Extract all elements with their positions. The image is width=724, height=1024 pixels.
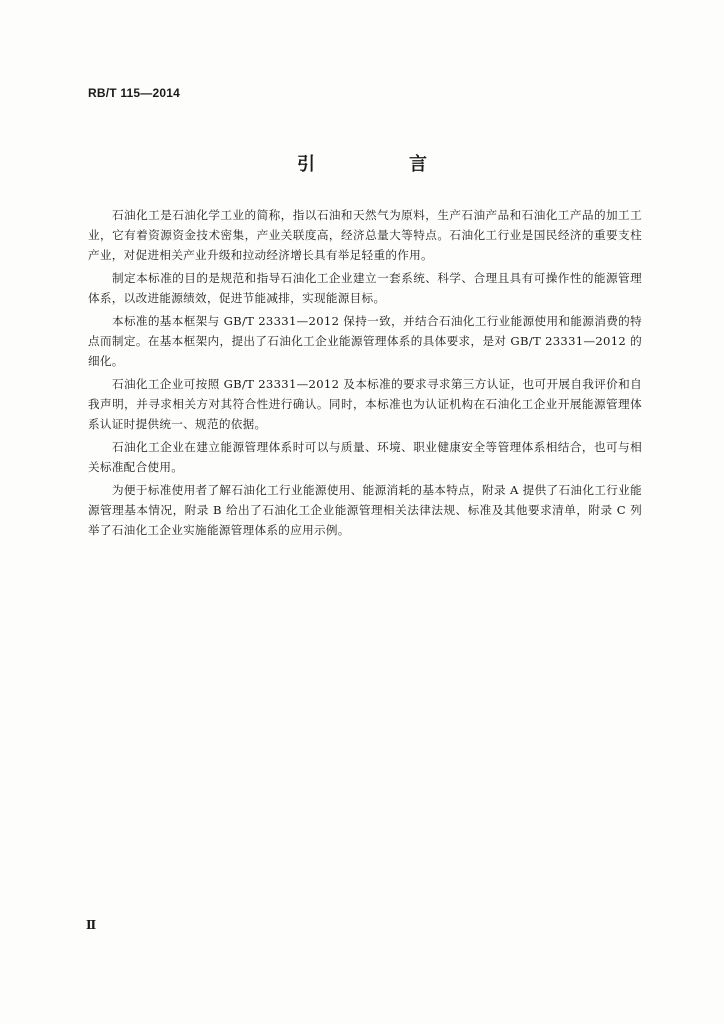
standard-code: RB/T 115—2014: [88, 86, 180, 100]
paragraph-4: 石油化工企业可按照 GB/T 23331—2012 及本标准的要求寻求第三方认证，也可开展自我评价和自我声明，并寻求相关方对其符合性进行确认。同时，本标准也为认证机构在石油化工企业开展能源管理体系认证时提供统一、规范的依据。: [88, 377, 642, 431]
paragraph-5: 石油化工企业在建立能源管理体系时可以与质量、环境、职业健康安全等管理体系相结合，也可与相关标准配合使用。: [88, 440, 642, 474]
paragraph-3: 本标准的基本框架与 GB/T 23331—2012 保持一致，并结合石油化工行业能源使用和能源消费的特点而制定。在基本框架内，提出了石油化工企业能源管理体系的具体要求，是对 GB/T 23331—2012 的细化。: [88, 314, 642, 368]
page-number: Ⅱ: [86, 918, 97, 932]
section-title: 引 言: [297, 154, 465, 175]
paragraph-1: 石油化工是石油化学工业的简称，指以石油和天然气为原料，生产石油产品和石油化工产品的加工工业，它有着资源资金技术密集，产业关联度高，经济总量大等特点。石油化工行业是国民经济的重要支柱产业，对促进相关产业升级和拉动经济增长具有举足轻重的作用。: [88, 208, 642, 262]
paragraph-2: 制定本标准的目的是规范和指导石油化工企业建立一套系统、科学、合理且具有可操作性的能源管理体系，以改进能源绩效，促进节能减排，实现能源目标。: [88, 271, 642, 305]
paragraph-6: 为便于标准使用者了解石油化工行业能源使用、能源消耗的基本特点，附录 A 提供了石油化工行业能源管理基本情况，附录 B 给出了石油化工企业能源管理相关法律法规、标准及其他要求清单，附录 C 列举了石油化工企业实施能源管理体系的应用示例。: [88, 483, 642, 537]
introduction-body: [88, 205, 642, 543]
